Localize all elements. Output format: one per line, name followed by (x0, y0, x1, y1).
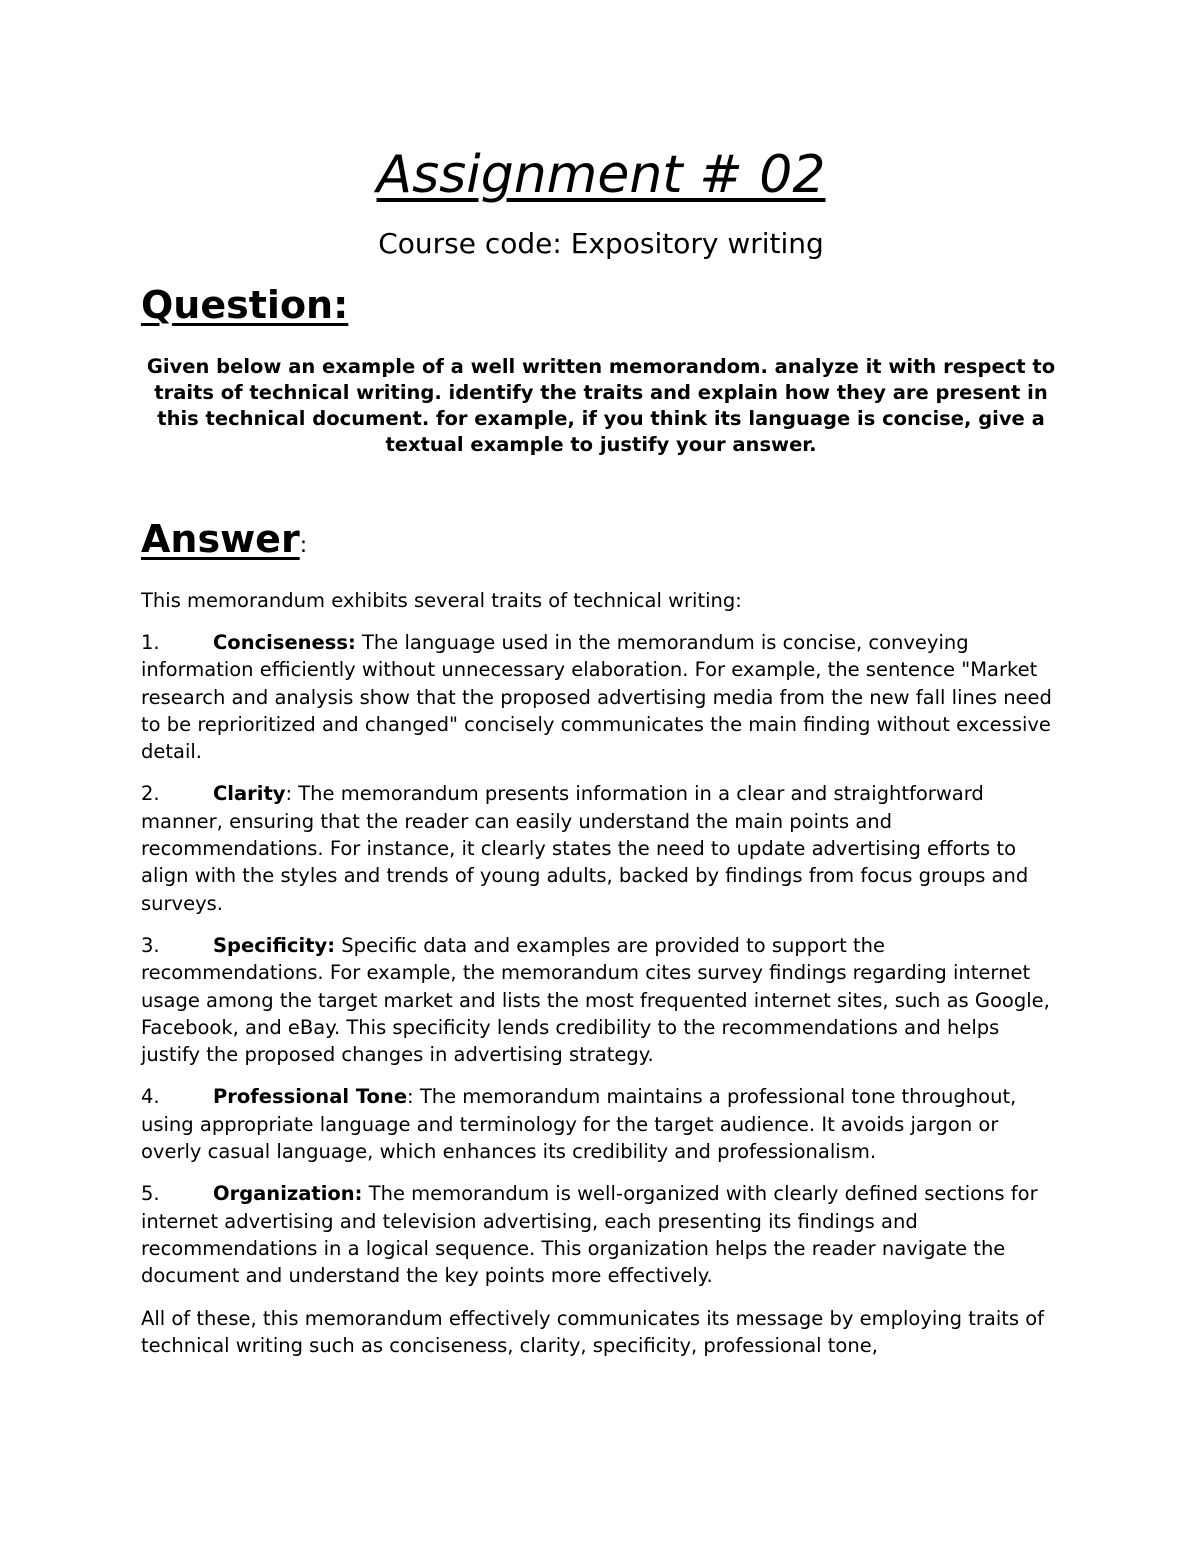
list-item-term: Clarity (213, 782, 286, 806)
list-item-professional-tone (141, 1083, 1061, 1165)
list-item-term: Professional Tone (213, 1085, 408, 1109)
list-item-term: Specificity: (213, 933, 335, 957)
list-item-text: The memorandum is well-organized with clearly defined sections for internet advertising and television advertising, each presenting its findings and recommendations in a logical sequence. This organization helps the reader navigate the document and understand the key points more effectively. (141, 1182, 1038, 1288)
question-heading-label: Question: (141, 283, 349, 327)
list-item-number: 1. (141, 631, 160, 654)
answer-heading (141, 512, 1061, 573)
list-item-term: Organization: (213, 1182, 363, 1206)
list-item-number: 2. (141, 782, 160, 806)
course-line: Course code: Expository writing (378, 227, 824, 260)
list-item-number: 5. (141, 1182, 160, 1206)
list-item-clarity (141, 780, 1061, 916)
list-item-conciseness (141, 629, 1061, 765)
list-item-specificity (141, 932, 1061, 1068)
list-item-term: Conciseness: (213, 631, 356, 654)
answer-intro: This memorandum exhibits several traits of technical writing: (141, 589, 742, 612)
list-item-organization (141, 1180, 1061, 1289)
list-item-number: 4. (141, 1085, 160, 1109)
list-item-text: Specific data and examples are provided to support the recommendations. For example, the memorandum cites survey findings regarding internet usage among the target market and lists the most frequented internet sites, such as Google, Facebook, and eBay. This specificity lends credibility to the recommendations and helps justify the proposed changes in advertising strategy. (141, 933, 1050, 1067)
list-item-text: : The memorandum presents information in a clear and straightforward manner, ensuring that the reader can easily understand the main points and recommendations. For instance, it clearly states the need to update advertising efforts to align with the styles and trends of young adults, backed by findings from focus groups and surveys. (141, 782, 1029, 915)
document-title: Assignment # 02 (376, 145, 826, 205)
answer-heading-colon: : (299, 533, 308, 558)
question-heading (141, 278, 1061, 332)
list-item-text: : The memorandum maintains a professional tone throughout, using appropriate language and terminology for the target audience. It avoids jargon or overly casual language, which enhances its credibility and professionalism. (141, 1085, 1017, 1164)
closing-paragraph: All of these, this memorandum effectively communicates its message by employing traits of technical writing such as conciseness, clarity, specificity, professional tone, (141, 1306, 1045, 1357)
document-body (141, 140, 1061, 1359)
list-item-number: 3. (141, 933, 160, 957)
question-text: Given below an example of a well written memorandom. analyze it with respect to traits of technical writing. identify the traits and explain how they are present in this technical document. for example, if you think its language is concise, give a textual example to justify your answer. (146, 355, 1056, 456)
answer-heading-label: Answer (141, 517, 300, 561)
list-item-text: The language used in the memorandum is concise, conveying information efficiently without unnecessary elaboration. For example, the sentence "Market research and analysis show that the proposed advertising media from the new fall lines need to be reprioritized and changed" concisely communicates the main finding without excessive detail. (141, 631, 1052, 764)
